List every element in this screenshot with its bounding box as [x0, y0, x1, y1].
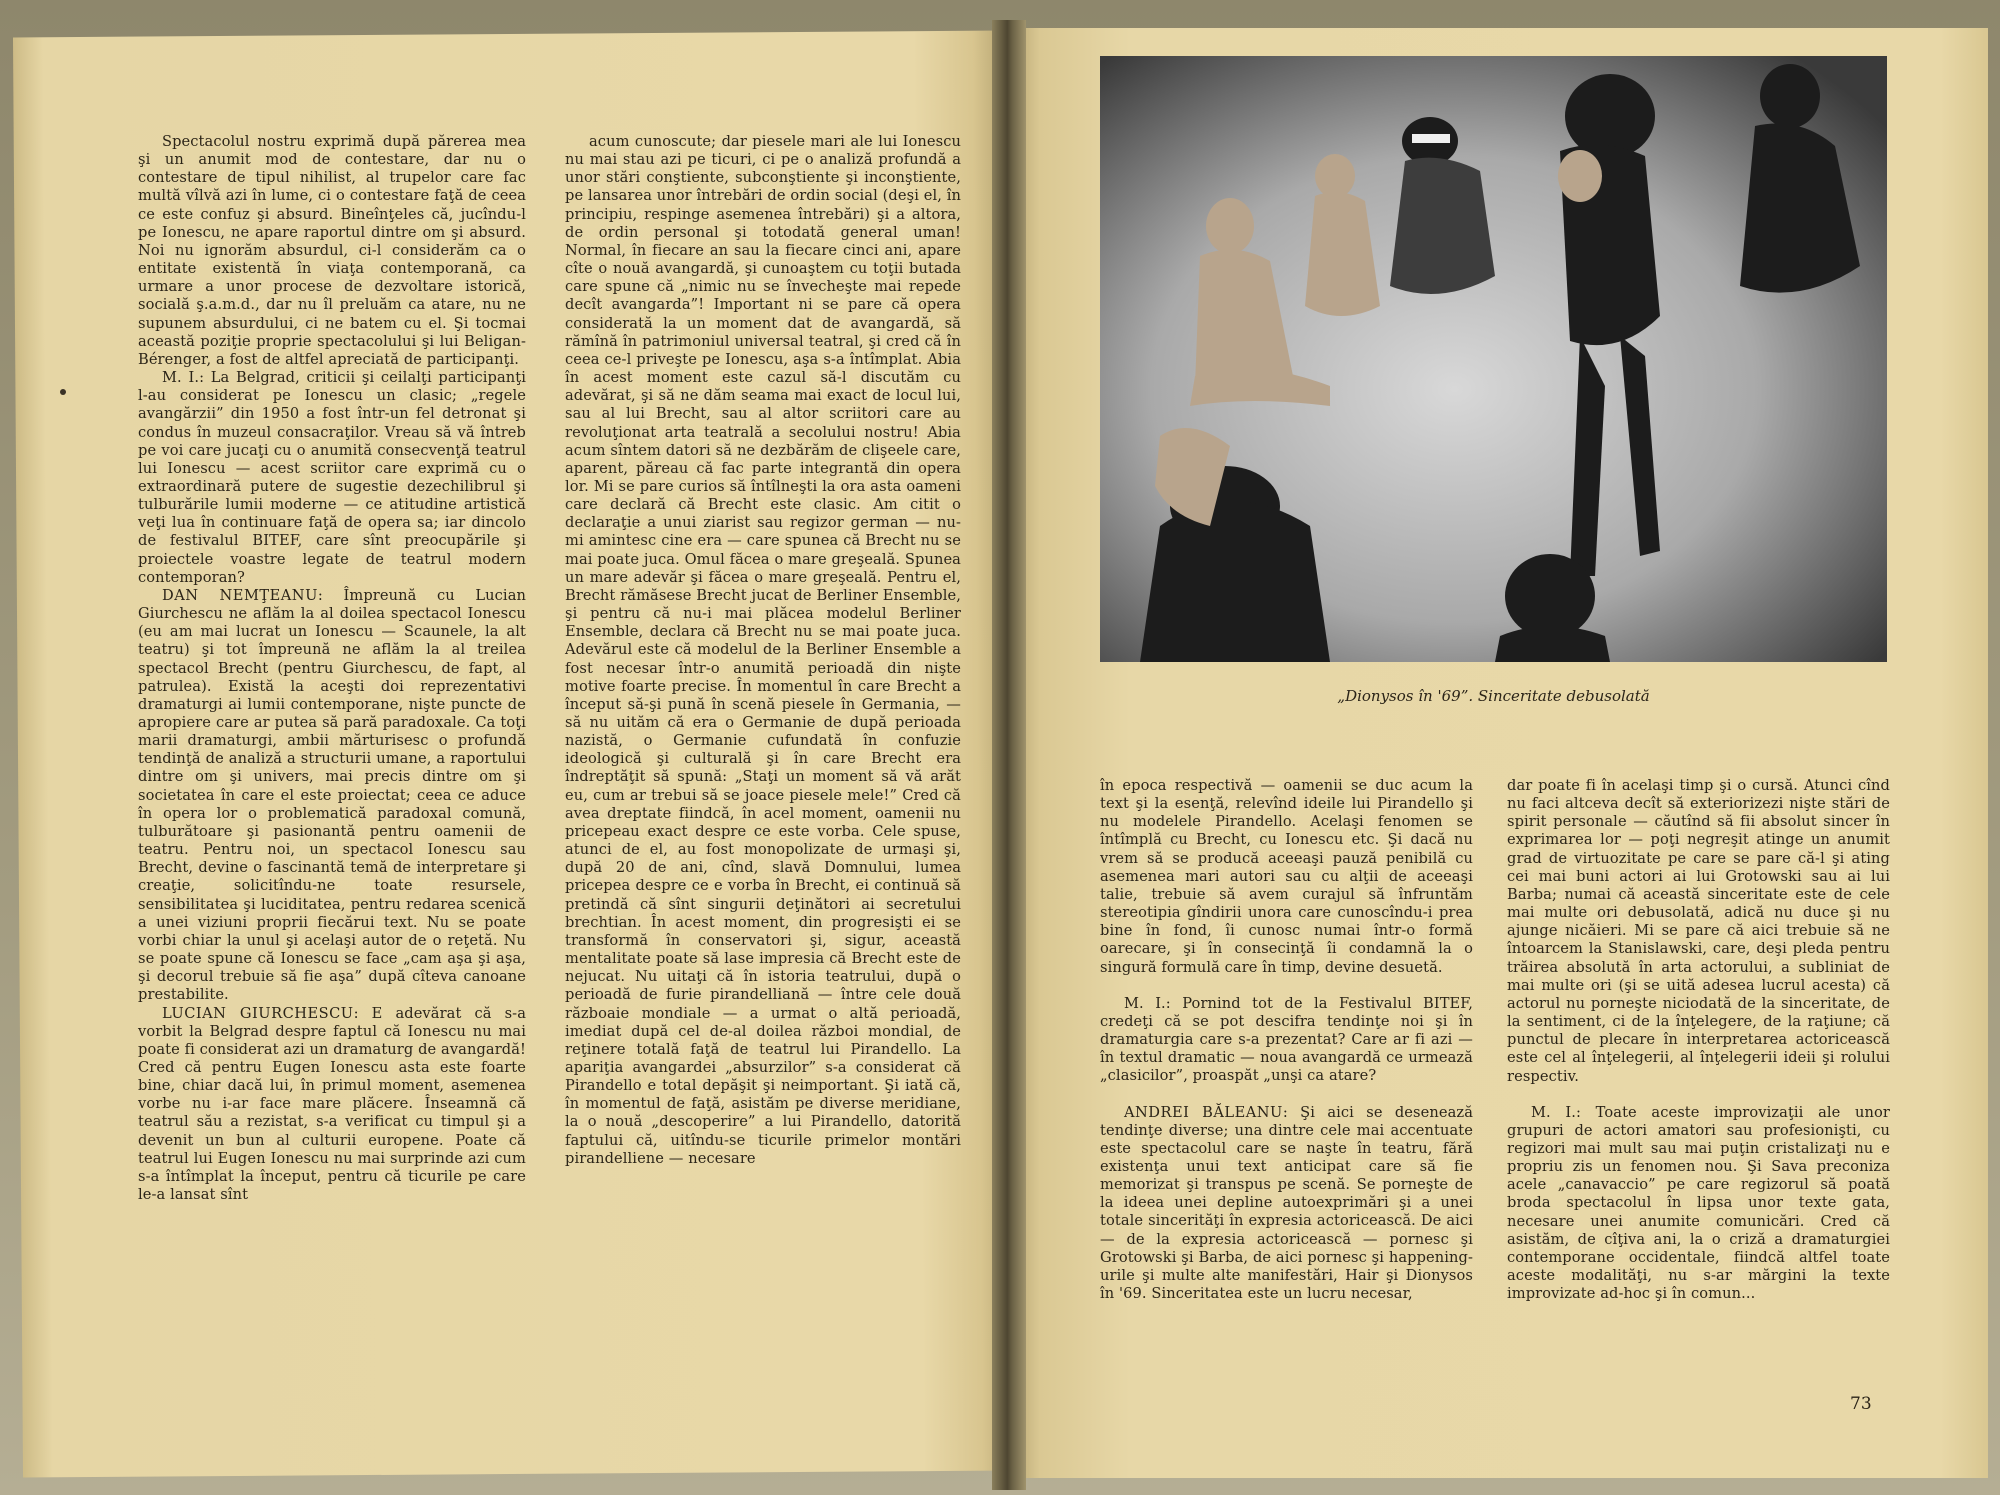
- photo-caption: „Dionysos în '69”. Sinceritate debusolată: [1337, 687, 1650, 705]
- speaker-name: ANDREI BĂLEANU: [1124, 1103, 1283, 1121]
- left-column-2: [565, 133, 961, 1168]
- speaker-paragraph: [138, 1005, 526, 1205]
- paragraph: în epoca respectivă — oamenii se duc acum la text şi la esenţă, relevînd ideile lui Pirandello şi nu modelele Pirandello. Acelaşi fenomen se întîmplă cu Brecht, cu Ionescu etc. Şi dacă nu vrem să se producă aceeaşi pauză penibilă cu asemenea mari autori sau cu alţii de aceeaşi talie, trebuie să avem curajul să înfruntăm stereotipia gîndirii unora care cunoscîndu-i prea bine în fond, îi cunosc numai într-o formă oarecare, şi în consecinţă îi condamnă la o singură formulă care în timp, devine desuetă.: [1100, 777, 1473, 976]
- margin-mark: [60, 389, 66, 395]
- paragraph: dar poate fi în acelaşi timp şi o cursă. Atunci cînd nu faci altceva decît să exteriorizezi nişte stări de spirit personale — căutînd să fii absolut sincer în exprimarea lor — poţi negreşit atinge un anumit grad de virtuozitate pe care se pare că-l şi ating cei mai buni actori ai lui Grotowski sau ai lui Barba; numai că această sinceritate este de cele mai multe ori debusolată, adică nu duce şi nu ajunge nicăieri. Mi se pare că aici trebuie să ne întoarcem la Stanislawski, care, deşi pleda pentru trăirea absolută în arta actorului, a subliniat de mai multe ori (şi se uită adesea lucrul acesta) că actorul nu porneşte niciodată de la sinceritate, de la sentiment, ci de la înţelegere, de la raţiune; că punctul de plecare în interpretarea actoricească este cel al înţelegerii, al înţelegerii ideii şi rolului respectiv.: [1507, 777, 1890, 1085]
- speaker-text: : Împreună cu Lucian Giurchescu ne aflăm la al doilea spectacol Ionescu (eu am mai lucrat un Ionescu — Scaunele, la alt teatru) şi tot împreună ne aflăm la al treilea spectacol Brecht (pentru Giurchescu, de fapt, al patrulea). Există la aceşti doi reprezentativi dramaturgi ai lumii contemporane, nişte puncte de apropiere care ar putea să pară paradoxale. Ca toţi marii dramaturgi, ambii mărturisesc o profundă tendinţă de analiză a structurii umane, a raportului dintre om şi univers, mai precis dintre om şi societatea în care el este proiectat; ceea ce aduce în opera lor o problematică paradoxal comună, tulburătoare şi pasionantă pentru oamenii de teatru. Pentru noi, un spectacol Ionescu sau Brecht, devine o fascinantă temă de interpretare şi creaţie, solicitîndu-ne toate resursele, sensibilitatea şi luciditatea, pentru redarea scenică a unei viziuni proprii fiecărui text. Nu se poate vorbi chiar la unul şi acelaşi autor de o reţetă. Nu se poate spune că Ionescu se face „cam aşa şi aşa, şi decorul trebuie să fie aşa” după cîteva canoane prestabilite.: [138, 586, 526, 1004]
- paragraph: acum cunoscute; dar piesele mari ale lui Ionescu nu mai stau azi pe ticuri, ci pe o analiză profundă a unor stări conştiente, subconştiente şi inconştiente, pe lansarea unor întrebări de ordin social (deşi el, în principiu, respinge asemenea întrebări) şi a altora, de ordin personal şi totodată general uman! Normal, în fiecare an sau la fiecare cinci ani, apare cîte o nouă avangardă, şi cunoaştem cu toţii butada care spune că „nimic nu se învecheşte mai repede decît avangarda”! Important ni se pare că opera considerată la un moment dat de avangardă, să rămînă în patrimoniul universal teatral, şi cred că în ceea ce-l priveşte pe Ionescu, aşa s-a întîmplat. Abia în acest moment este cazul să-l discutăm cu adevărat, şi să ne dăm seama mai exact de locul lui, sau al lui Brecht, sau al altor scriitori care au revoluţionat arta teatrală a secolului nostru! Abia acum sîntem datori să ne dezbărăm de clişeele care, aparent, păreau că fac parte integrantă din opera lor. Mi se pare curios să întîlneşti la ora asta oameni care declară că Brecht este clasic. Am citit o declaraţie a unui ziarist sau regizor german — nu-mi amintesc cine era — care spunea că Brecht nu se mai poate juca. Omul făcea o mare greşeală. Spunea un mare adevăr şi făcea o mare greşeală. Pentru el, Brecht rămăsese Brecht jucat de Berliner Ensemble, şi pentru că nu-i mai plăcea modelul Berliner Ensemble, declara că Brecht nu se mai poate juca. Adevărul este că modelul de la Berliner Ensemble a fost necesar într-o anumită perioadă din nişte motive foarte precise. În momentul în care Brecht a început să-şi pună în scenă piesele în Germania, — să nu uităm că era o Germanie de după perioada nazistă, o Germanie cufundată în confuzie ideologică şi culturală şi în care Brecht era îndreptăţit să spună: „Staţi un moment să vă arăt eu, cum ar trebui să se joace piesele mele!” Cred că avea dreptate fiindcă, în acel moment, oamenii nu pricepeau exact despre ce este vorba. Cele spuse, atunci de el, au fost monopolizate de urmaşi şi, după 20 de ani, cînd, slavă Domnului, lumea pricepea despre ce e vorba în Brecht, ei continuă să pretindă că sînt singurii deţinători ai secretului brechtian. În acest moment, din progresişti ei se transformă în conservatori şi, sigur, această mentalitate poate să lase impresia că Brecht este de nejucat. Nu uitaţi că în istoria teatrului, după o perioadă de furie pirandelliană — între cele două războaie mondiale — a urmat o altă perioadă, imediat după cel de-al doilea război mondial, de reţinere totală faţă de teatrul lui Pirandello. La apariţia avangardei „absurzilor” s-a considerat că Pirandello e total depăşit şi neimportant. Şi iată că, în momentul de faţă, asistăm pe diverse meridiane, la o nouă „descoperire” a lui Pirandello, datorită faptului că, uitîndu-se ticurile primelor montări pirandelliene — necesare: [565, 133, 961, 1167]
- left-column-1: [138, 133, 526, 1204]
- photo-image: [1100, 56, 1887, 662]
- paragraph: M. I.: La Belgrad, criticii şi ceilalţi participanţi l-au considerat pe Ionescu un clasic; „regele avangărzii” din 1950 a fost într-un fel detronat şi condus în muzeul consacraţilor. Vreau să vă întreb pe voi care jucaţi cu o anumită consecvenţă teatrul lui Ionescu — acest scriitor care exprimă cu o extraordinară putere de sugestie dezechilibrul şi tulburările lumii moderne — ce atitudine artistică veţi lua în continuare faţă de opera sa; iar dincolo de festivalul BITEF, care sînt preocupările şi proiectele voastre legate de teatrul modern contemporan?: [138, 369, 526, 586]
- paragraph: M. I.: Pornind tot de la Festivalul BITEF, credeţi că se pot descifra tendinţe noi şi în dramaturgia care s-a prezentat? Care ar fi azi — în textul dramatic — noua avangardă ce urmează „clasicilor”, proaspăt „unşi ca atare?: [1100, 994, 1473, 1085]
- speaker-name: DAN NEMŢEANU: [162, 586, 318, 604]
- performance-photo: [1100, 56, 1887, 662]
- right-column-2: [1507, 777, 1890, 1303]
- speaker-name: LUCIAN GIURCHESCU: [162, 1004, 354, 1022]
- paragraph: M. I.: Toate aceste improvizaţii ale unor grupuri de actori amatori sau profesionişti, cu regizori mai mult sau mai puţin cristalizaţi nu e propriu zis un fenomen nou. Şi Sava preconiza acele „canavaccio” pe care regizorul să poată broda spectacolul în lipsa unor texte gata, necesare unei anumite comunicări. Cred că asistăm, de cîţiva ani, la o criză a dramaturgiei contemporane occidentale, fiindcă altfel toate aceste modalităţi, nu s-ar mărgini la texte improvizate ad-hoc şi în comun...: [1507, 1103, 1890, 1303]
- speaker-paragraph: [138, 587, 526, 1005]
- speaker-text: : Şi aici se desenează tendinţe diverse; una dintre cele mai accentuate este spectacolul care se naşte în teatru, fără existenţa unui text anticipat care să fie memorizat şi transpus pe scenă. Se porneşte de la ideea unei depline autoexprimări şi a unei totale sincerităţi în expresia actoricească. De aici — de la expresia actoricească — pornesc şi Grotowski şi Barba, de aici pornesc şi happening-urile şi multe alte manifestări, Hair şi Dionysos în '69. Sinceritatea este un lucru necesar,: [1100, 1103, 1473, 1303]
- page-number: 73: [1850, 1394, 1872, 1414]
- speaker-paragraph: [1100, 1104, 1473, 1304]
- speaker-text: : E adevărat că s-a vorbit la Belgrad despre faptul că Ionescu nu mai poate fi considerat azi un dramaturg de avangardă! Cred că pentru Eugen Ionescu asta este foarte bine, chiar dacă lui, în primul moment, asemenea vorbe nu i-ar face mare plăcere. Înseamnă că teatrul său a rezistat, s-a verificat cu timpul şi a devenit un bun al culturii europene. Poate că teatrul lui Eugen Ionescu nu mai surprinde azi cum s-a întîmplat la început, pentru că ticurile pe care le-a lansat sînt: [138, 1004, 526, 1204]
- right-column-1: [1100, 777, 1473, 1303]
- book-gutter: [992, 20, 1026, 1490]
- paragraph: Spectacolul nostru exprimă după părerea mea şi un anumit mod de contestare, dar nu o contestare de tipul nihilist, al trupelor care fac multă vîlvă azi în lume, ci o contestare faţă de ceea ce este confuz şi absurd. Bineînţeles că, jucîndu-l pe Ionescu, ne apare raportul dintre om şi absurd. Noi nu ignorăm absurdul, ci-l considerăm ca o entitate existentă în viaţa contemporană, ca urmare a unor procese de dezvoltare istorică, socială ş.a.m.d., dar nu îl preluăm ca atare, nu ne supunem absurdului, ci ne batem cu el. Şi tocmai această poziţie proprie spectacolului şi lui Beligan-Bérenger, a fost de altfel apreciată de participanţi.: [138, 133, 526, 368]
